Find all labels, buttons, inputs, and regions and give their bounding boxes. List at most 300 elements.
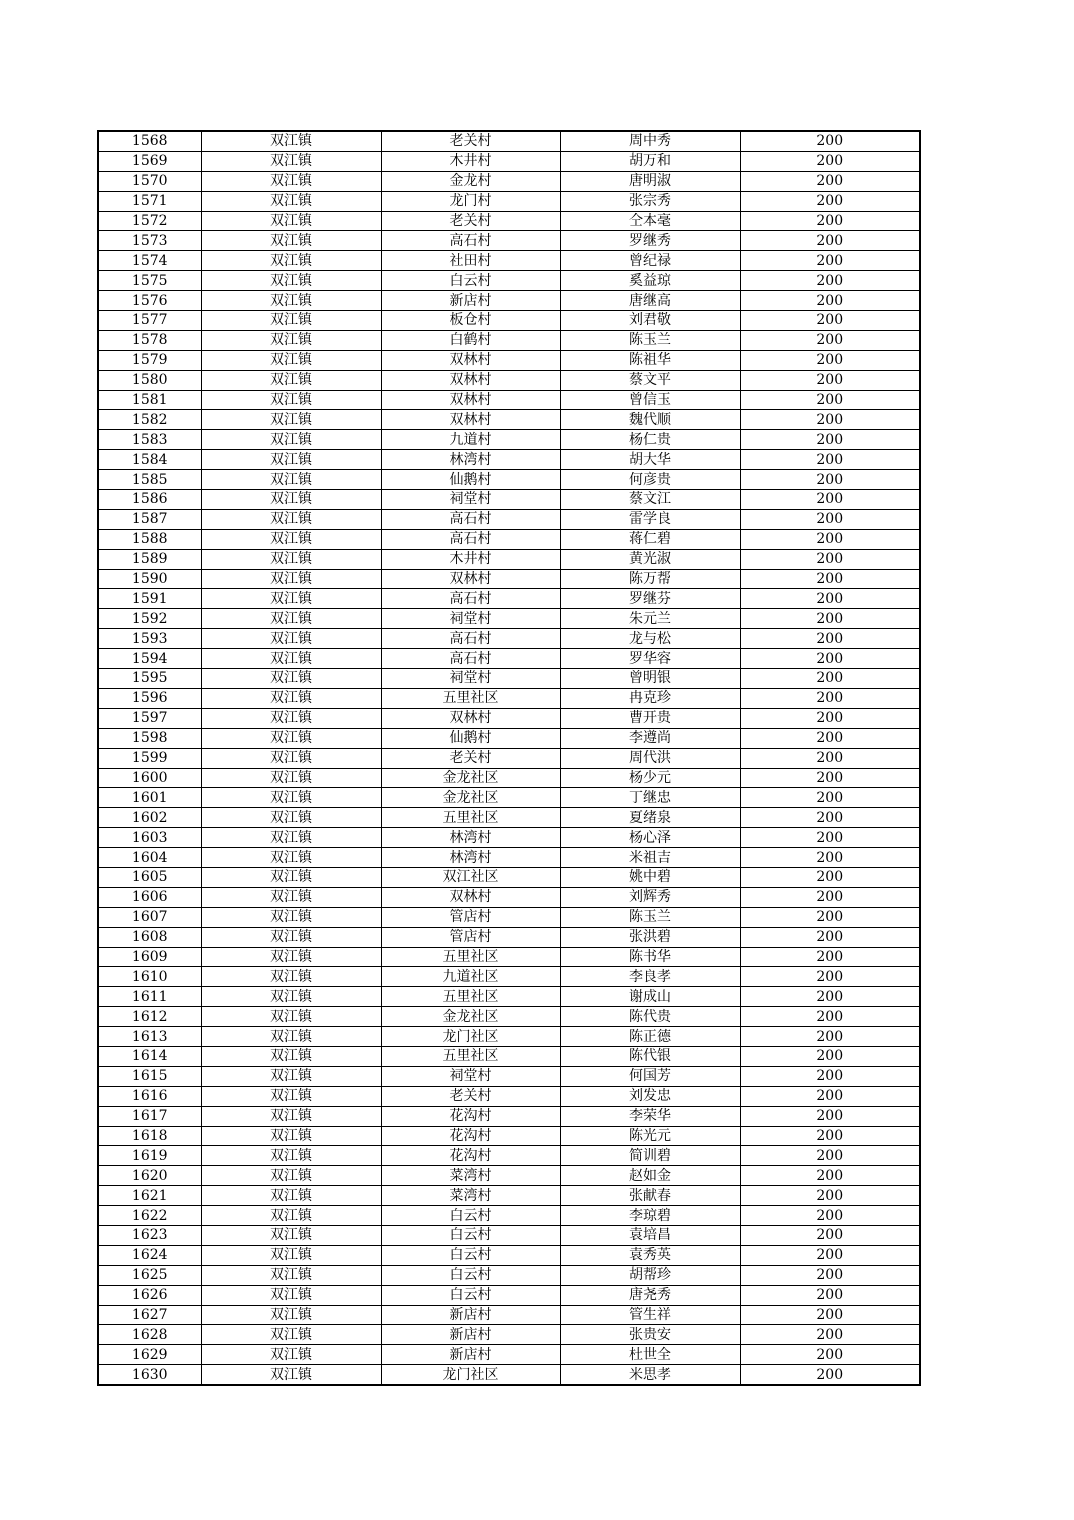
cell-person-name: 奚益琼: [560, 271, 740, 291]
cell-town: 双江镇: [201, 669, 381, 689]
cell-town: 双江镇: [201, 907, 381, 927]
cell-village: 金龙社区: [381, 788, 560, 808]
cell-town: 双江镇: [201, 569, 381, 589]
cell-amount: 200: [740, 1146, 920, 1166]
table-row: [98, 589, 920, 609]
cell-town: 双江镇: [201, 1166, 381, 1186]
cell-amount: 200: [740, 211, 920, 231]
cell-amount: 200: [740, 231, 920, 251]
cell-serial-number: 1622: [98, 1206, 201, 1226]
cell-town: 双江镇: [201, 1365, 381, 1385]
cell-town: 双江镇: [201, 848, 381, 868]
cell-person-name: 曾信玉: [560, 390, 740, 410]
table-row: [98, 529, 920, 549]
cell-town: 双江镇: [201, 509, 381, 529]
cell-town: 双江镇: [201, 549, 381, 569]
cell-serial-number: 1571: [98, 191, 201, 211]
cell-village: 白鹤村: [381, 330, 560, 350]
cell-amount: 200: [740, 569, 920, 589]
table-row: [98, 450, 920, 470]
cell-town: 双江镇: [201, 191, 381, 211]
cell-amount: 200: [740, 1166, 920, 1186]
table-row: [98, 927, 920, 947]
cell-serial-number: 1599: [98, 748, 201, 768]
cell-village: 木井村: [381, 151, 560, 171]
cell-person-name: 李遵尚: [560, 728, 740, 748]
table-row: [98, 470, 920, 490]
cell-town: 双江镇: [201, 470, 381, 490]
cell-amount: 200: [740, 1106, 920, 1126]
table-row: [98, 350, 920, 370]
cell-serial-number: 1600: [98, 768, 201, 788]
cell-town: 双江镇: [201, 1206, 381, 1226]
cell-village: 五里社区: [381, 808, 560, 828]
cell-person-name: 姚中碧: [560, 867, 740, 887]
cell-serial-number: 1608: [98, 927, 201, 947]
cell-village: 九道社区: [381, 967, 560, 987]
cell-village: 木井村: [381, 549, 560, 569]
table-row: [98, 848, 920, 868]
table-row: [98, 151, 920, 171]
cell-amount: 200: [740, 350, 920, 370]
cell-amount: 200: [740, 867, 920, 887]
cell-village: 金龙社区: [381, 768, 560, 788]
cell-person-name: 蔡文江: [560, 490, 740, 510]
cell-village: 老关村: [381, 1086, 560, 1106]
cell-village: 双林村: [381, 887, 560, 907]
cell-serial-number: 1626: [98, 1285, 201, 1305]
cell-amount: 200: [740, 987, 920, 1007]
cell-town: 双江镇: [201, 688, 381, 708]
cell-serial-number: 1590: [98, 569, 201, 589]
cell-town: 双江镇: [201, 649, 381, 669]
cell-person-name: 陈正德: [560, 1027, 740, 1047]
cell-town: 双江镇: [201, 768, 381, 788]
cell-serial-number: 1610: [98, 967, 201, 987]
cell-serial-number: 1586: [98, 490, 201, 510]
cell-village: 祠堂村: [381, 490, 560, 510]
table-row: [98, 271, 920, 291]
cell-amount: 200: [740, 1365, 920, 1385]
table-row: [98, 1345, 920, 1365]
table-row: [98, 967, 920, 987]
cell-village: 五里社区: [381, 1046, 560, 1066]
cell-person-name: 周代洪: [560, 748, 740, 768]
cell-village: 白云村: [381, 1265, 560, 1285]
cell-village: 林湾村: [381, 848, 560, 868]
cell-serial-number: 1579: [98, 350, 201, 370]
cell-village: 双江社区: [381, 867, 560, 887]
table-row: [98, 330, 920, 350]
cell-serial-number: 1573: [98, 231, 201, 251]
cell-town: 双江镇: [201, 947, 381, 967]
cell-serial-number: 1604: [98, 848, 201, 868]
table-row: [98, 688, 920, 708]
cell-serial-number: 1597: [98, 708, 201, 728]
cell-village: 白云村: [381, 1245, 560, 1265]
cell-person-name: 陈玉兰: [560, 330, 740, 350]
cell-serial-number: 1572: [98, 211, 201, 231]
cell-serial-number: 1584: [98, 450, 201, 470]
cell-village: 双林村: [381, 350, 560, 370]
cell-village: 菜湾村: [381, 1186, 560, 1206]
cell-person-name: 陈代银: [560, 1046, 740, 1066]
cell-amount: 200: [740, 1345, 920, 1365]
cell-town: 双江镇: [201, 1225, 381, 1245]
cell-village: 双林村: [381, 410, 560, 430]
table-row: [98, 131, 920, 151]
cell-town: 双江镇: [201, 1245, 381, 1265]
cell-person-name: 陈祖华: [560, 350, 740, 370]
cell-town: 双江镇: [201, 311, 381, 331]
cell-village: 白云村: [381, 1225, 560, 1245]
table-row: [98, 1146, 920, 1166]
cell-village: 新店村: [381, 291, 560, 311]
table-row: [98, 1066, 920, 1086]
cell-person-name: 唐继高: [560, 291, 740, 311]
cell-serial-number: 1587: [98, 509, 201, 529]
cell-person-name: 杨少元: [560, 768, 740, 788]
cell-person-name: 张洪碧: [560, 927, 740, 947]
table-row: [98, 231, 920, 251]
table-row: [98, 1245, 920, 1265]
cell-serial-number: 1616: [98, 1086, 201, 1106]
cell-amount: 200: [740, 450, 920, 470]
cell-town: 双江镇: [201, 1046, 381, 1066]
cell-town: 双江镇: [201, 728, 381, 748]
cell-amount: 200: [740, 251, 920, 271]
cell-serial-number: 1614: [98, 1046, 201, 1066]
table-row: [98, 1106, 920, 1126]
cell-town: 双江镇: [201, 390, 381, 410]
table-row: [98, 370, 920, 390]
cell-village: 管店村: [381, 907, 560, 927]
cell-amount: 200: [740, 410, 920, 430]
table-row: [98, 609, 920, 629]
cell-serial-number: 1617: [98, 1106, 201, 1126]
table-row: [98, 1186, 920, 1206]
table-row: [98, 1265, 920, 1285]
cell-amount: 200: [740, 808, 920, 828]
table-row: [98, 728, 920, 748]
cell-amount: 200: [740, 1245, 920, 1265]
cell-serial-number: 1625: [98, 1265, 201, 1285]
cell-serial-number: 1623: [98, 1225, 201, 1245]
cell-town: 双江镇: [201, 430, 381, 450]
cell-person-name: 胡帮珍: [560, 1265, 740, 1285]
cell-person-name: 袁秀英: [560, 1245, 740, 1265]
table-row: [98, 748, 920, 768]
cell-town: 双江镇: [201, 529, 381, 549]
cell-village: 双林村: [381, 390, 560, 410]
cell-town: 双江镇: [201, 967, 381, 987]
cell-village: 祠堂村: [381, 1066, 560, 1086]
cell-village: 金龙社区: [381, 1007, 560, 1027]
cell-person-name: 蔡文平: [560, 370, 740, 390]
cell-town: 双江镇: [201, 708, 381, 728]
cell-town: 双江镇: [201, 748, 381, 768]
cell-town: 双江镇: [201, 211, 381, 231]
cell-village: 新店村: [381, 1325, 560, 1345]
cell-person-name: 简训碧: [560, 1146, 740, 1166]
table-row: [98, 1046, 920, 1066]
cell-town: 双江镇: [201, 1325, 381, 1345]
table-row: [98, 1305, 920, 1325]
cell-town: 双江镇: [201, 1007, 381, 1027]
cell-person-name: 杨仁贵: [560, 430, 740, 450]
cell-serial-number: 1596: [98, 688, 201, 708]
cell-amount: 200: [740, 430, 920, 450]
cell-amount: 200: [740, 649, 920, 669]
cell-person-name: 丁继忠: [560, 788, 740, 808]
cell-person-name: 夏绪泉: [560, 808, 740, 828]
cell-village: 白云村: [381, 1206, 560, 1226]
cell-town: 双江镇: [201, 1126, 381, 1146]
cell-amount: 200: [740, 1186, 920, 1206]
cell-village: 花沟村: [381, 1146, 560, 1166]
cell-amount: 200: [740, 390, 920, 410]
cell-town: 双江镇: [201, 231, 381, 251]
cell-town: 双江镇: [201, 788, 381, 808]
cell-amount: 200: [740, 768, 920, 788]
cell-person-name: 杨心泽: [560, 828, 740, 848]
cell-village: 高石村: [381, 529, 560, 549]
cell-amount: 200: [740, 330, 920, 350]
cell-amount: 200: [740, 291, 920, 311]
cell-serial-number: 1595: [98, 669, 201, 689]
cell-amount: 200: [740, 927, 920, 947]
cell-amount: 200: [740, 828, 920, 848]
cell-amount: 200: [740, 1027, 920, 1047]
cell-person-name: 杜世全: [560, 1345, 740, 1365]
cell-amount: 200: [740, 748, 920, 768]
cell-serial-number: 1577: [98, 311, 201, 331]
cell-town: 双江镇: [201, 171, 381, 191]
table-row: [98, 211, 920, 231]
cell-serial-number: 1612: [98, 1007, 201, 1027]
cell-amount: 200: [740, 967, 920, 987]
cell-amount: 200: [740, 191, 920, 211]
cell-person-name: 唐尧秀: [560, 1285, 740, 1305]
cell-amount: 200: [740, 1086, 920, 1106]
cell-person-name: 陈书华: [560, 947, 740, 967]
cell-town: 双江镇: [201, 1305, 381, 1325]
cell-village: 高石村: [381, 589, 560, 609]
table-row: [98, 669, 920, 689]
cell-amount: 200: [740, 509, 920, 529]
cell-person-name: 陈万帮: [560, 569, 740, 589]
cell-serial-number: 1585: [98, 470, 201, 490]
cell-person-name: 冉克珍: [560, 688, 740, 708]
cell-amount: 200: [740, 1225, 920, 1245]
cell-serial-number: 1624: [98, 1245, 201, 1265]
cell-serial-number: 1588: [98, 529, 201, 549]
table-row: [98, 430, 920, 450]
cell-town: 双江镇: [201, 987, 381, 1007]
cell-person-name: 罗华容: [560, 649, 740, 669]
cell-amount: 200: [740, 887, 920, 907]
cell-serial-number: 1568: [98, 131, 201, 151]
cell-person-name: 龙与松: [560, 629, 740, 649]
cell-town: 双江镇: [201, 1066, 381, 1086]
cell-serial-number: 1574: [98, 251, 201, 271]
cell-town: 双江镇: [201, 867, 381, 887]
cell-person-name: 陈玉兰: [560, 907, 740, 927]
cell-town: 双江镇: [201, 1146, 381, 1166]
cell-person-name: 曾明银: [560, 669, 740, 689]
cell-town: 双江镇: [201, 589, 381, 609]
table-row: [98, 788, 920, 808]
table-row: [98, 509, 920, 529]
table-row: [98, 1086, 920, 1106]
cell-serial-number: 1594: [98, 649, 201, 669]
cell-amount: 200: [740, 370, 920, 390]
table-row: [98, 629, 920, 649]
cell-person-name: 米祖吉: [560, 848, 740, 868]
cell-amount: 200: [740, 788, 920, 808]
cell-amount: 200: [740, 131, 920, 151]
table-row: [98, 549, 920, 569]
cell-person-name: 袁培昌: [560, 1225, 740, 1245]
cell-serial-number: 1630: [98, 1365, 201, 1385]
cell-serial-number: 1611: [98, 987, 201, 1007]
cell-serial-number: 1619: [98, 1146, 201, 1166]
cell-amount: 200: [740, 470, 920, 490]
cell-village: 林湾村: [381, 450, 560, 470]
cell-town: 双江镇: [201, 1265, 381, 1285]
cell-town: 双江镇: [201, 1285, 381, 1305]
cell-amount: 200: [740, 529, 920, 549]
cell-person-name: 唐明淑: [560, 171, 740, 191]
table-row: [98, 768, 920, 788]
cell-person-name: 曹开贵: [560, 708, 740, 728]
cell-serial-number: 1621: [98, 1186, 201, 1206]
cell-town: 双江镇: [201, 271, 381, 291]
cell-amount: 200: [740, 1285, 920, 1305]
cell-amount: 200: [740, 171, 920, 191]
cell-village: 高石村: [381, 629, 560, 649]
cell-serial-number: 1620: [98, 1166, 201, 1186]
cell-serial-number: 1598: [98, 728, 201, 748]
cell-person-name: 何国芳: [560, 1066, 740, 1086]
table-row: [98, 1285, 920, 1305]
cell-amount: 200: [740, 151, 920, 171]
cell-amount: 200: [740, 311, 920, 331]
cell-serial-number: 1589: [98, 549, 201, 569]
cell-village: 金龙村: [381, 171, 560, 191]
table-row: [98, 1206, 920, 1226]
cell-serial-number: 1609: [98, 947, 201, 967]
cell-village: 九道村: [381, 430, 560, 450]
cell-serial-number: 1618: [98, 1126, 201, 1146]
cell-amount: 200: [740, 1265, 920, 1285]
cell-person-name: 罗继秀: [560, 231, 740, 251]
cell-serial-number: 1575: [98, 271, 201, 291]
cell-amount: 200: [740, 490, 920, 510]
table-row: [98, 251, 920, 271]
cell-person-name: 周中秀: [560, 131, 740, 151]
cell-amount: 200: [740, 1007, 920, 1027]
cell-town: 双江镇: [201, 828, 381, 848]
cell-amount: 200: [740, 271, 920, 291]
cell-person-name: 李琼碧: [560, 1206, 740, 1226]
cell-village: 花沟村: [381, 1126, 560, 1146]
cell-town: 双江镇: [201, 1106, 381, 1126]
table-row: [98, 808, 920, 828]
cell-village: 五里社区: [381, 987, 560, 1007]
table-row: [98, 1325, 920, 1345]
cell-person-name: 胡大华: [560, 450, 740, 470]
cell-village: 龙门社区: [381, 1365, 560, 1385]
cell-serial-number: 1607: [98, 907, 201, 927]
cell-serial-number: 1613: [98, 1027, 201, 1047]
cell-village: 仙鹅村: [381, 728, 560, 748]
cell-amount: 200: [740, 708, 920, 728]
cell-amount: 200: [740, 688, 920, 708]
cell-town: 双江镇: [201, 1186, 381, 1206]
cell-serial-number: 1569: [98, 151, 201, 171]
cell-amount: 200: [740, 589, 920, 609]
table-row: [98, 867, 920, 887]
cell-person-name: 魏代顺: [560, 410, 740, 430]
cell-serial-number: 1629: [98, 1345, 201, 1365]
table-row: [98, 907, 920, 927]
table-row: [98, 1166, 920, 1186]
cell-amount: 200: [740, 1305, 920, 1325]
cell-amount: 200: [740, 609, 920, 629]
cell-town: 双江镇: [201, 151, 381, 171]
cell-amount: 200: [740, 669, 920, 689]
table-row: [98, 1225, 920, 1245]
cell-person-name: 仝本毫: [560, 211, 740, 231]
cell-serial-number: 1578: [98, 330, 201, 350]
cell-village: 菜湾村: [381, 1166, 560, 1186]
cell-town: 双江镇: [201, 1345, 381, 1365]
table-row: [98, 987, 920, 1007]
cell-village: 板仓村: [381, 311, 560, 331]
table-row: [98, 828, 920, 848]
cell-person-name: 张宗秀: [560, 191, 740, 211]
cell-village: 龙门社区: [381, 1027, 560, 1047]
cell-amount: 200: [740, 1126, 920, 1146]
cell-serial-number: 1605: [98, 867, 201, 887]
cell-person-name: 李良孝: [560, 967, 740, 987]
cell-village: 五里社区: [381, 688, 560, 708]
cell-village: 老关村: [381, 748, 560, 768]
cell-amount: 200: [740, 1206, 920, 1226]
cell-serial-number: 1581: [98, 390, 201, 410]
cell-town: 双江镇: [201, 490, 381, 510]
cell-village: 仙鹅村: [381, 470, 560, 490]
cell-person-name: 李荣华: [560, 1106, 740, 1126]
cell-serial-number: 1593: [98, 629, 201, 649]
cell-town: 双江镇: [201, 887, 381, 907]
cell-village: 高石村: [381, 649, 560, 669]
cell-serial-number: 1580: [98, 370, 201, 390]
cell-town: 双江镇: [201, 450, 381, 470]
cell-village: 花沟村: [381, 1106, 560, 1126]
table-row: [98, 1007, 920, 1027]
cell-village: 新店村: [381, 1305, 560, 1325]
table-row: [98, 1126, 920, 1146]
cell-village: 高石村: [381, 231, 560, 251]
table-row: [98, 708, 920, 728]
cell-town: 双江镇: [201, 251, 381, 271]
cell-serial-number: 1628: [98, 1325, 201, 1345]
cell-serial-number: 1583: [98, 430, 201, 450]
cell-serial-number: 1570: [98, 171, 201, 191]
cell-town: 双江镇: [201, 609, 381, 629]
